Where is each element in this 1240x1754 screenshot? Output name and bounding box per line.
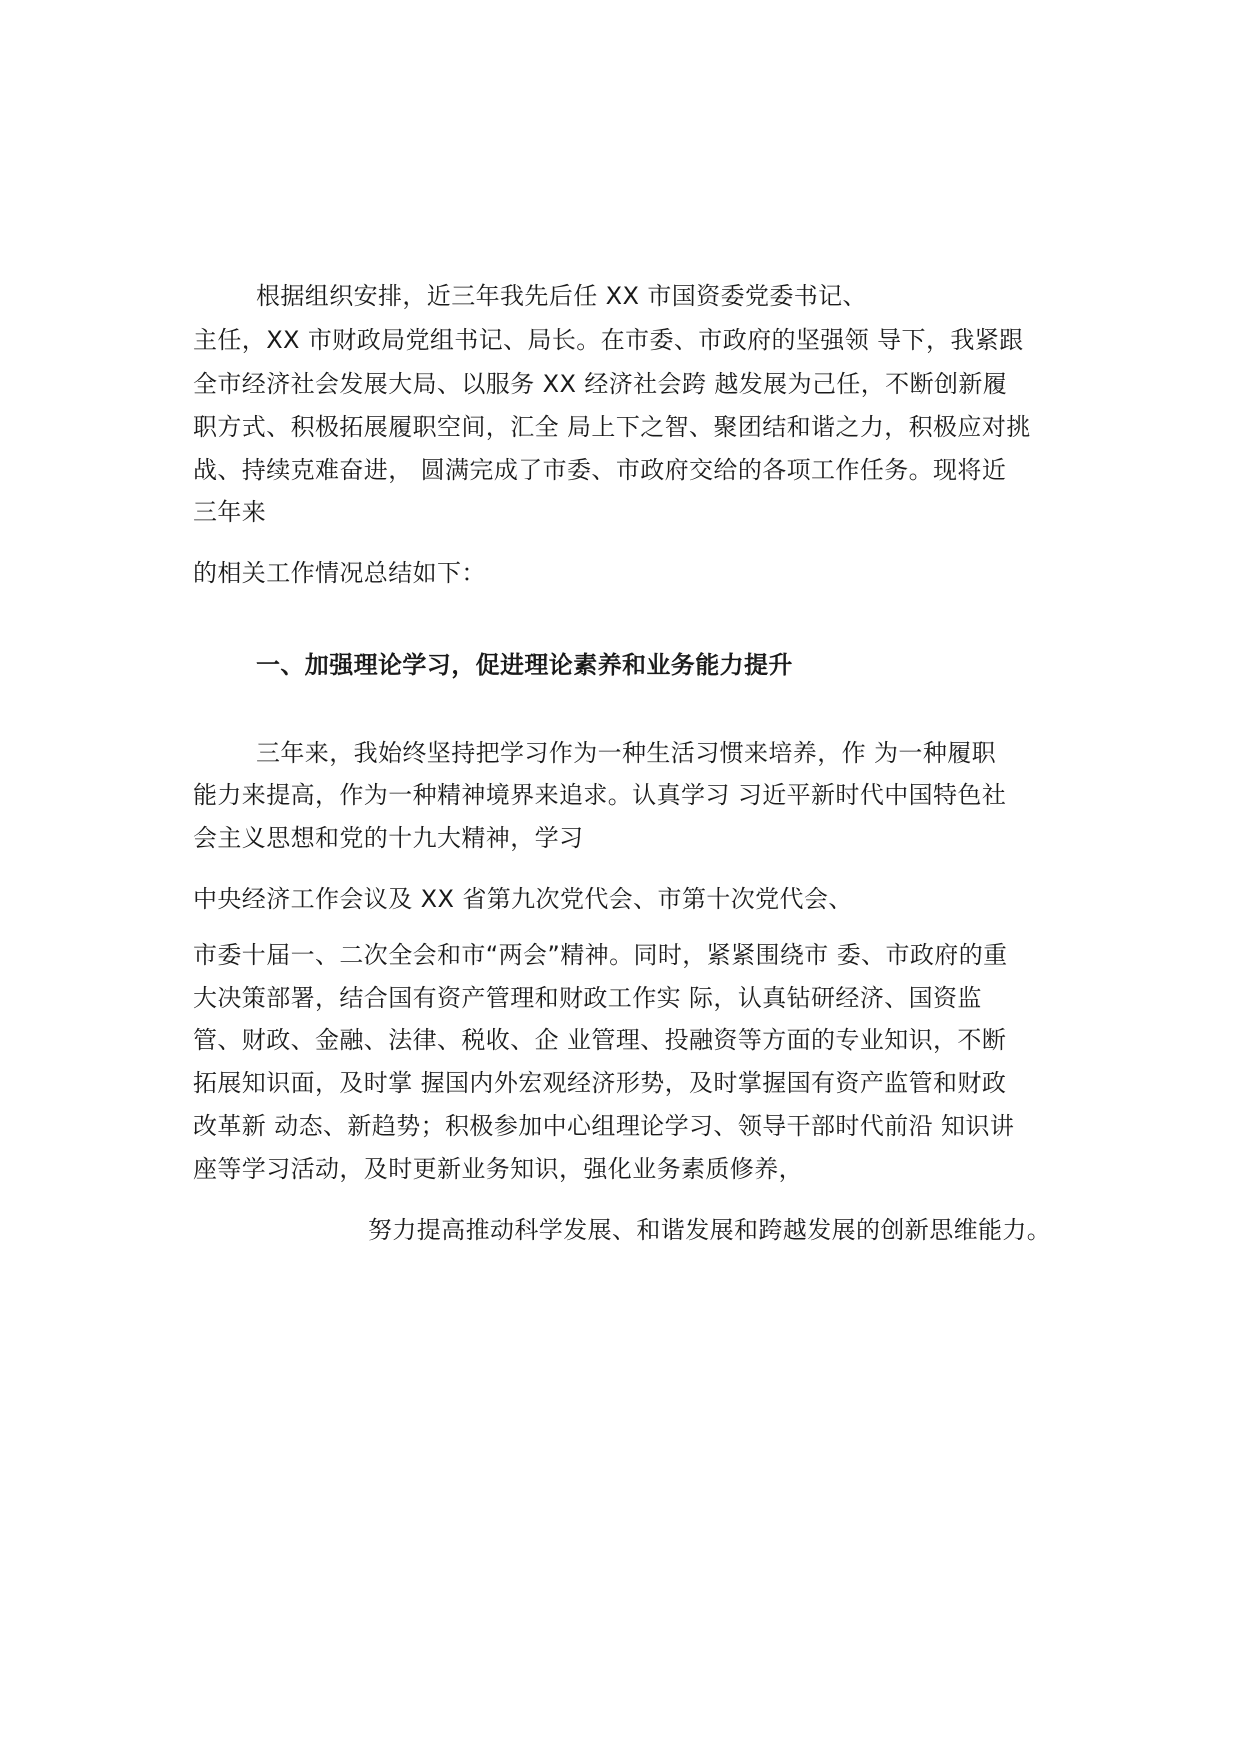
paragraph-2-line-1: 三年来，我始终坚持把学习作为一种生活习惯来培养，作 为一种履职 — [256, 739, 997, 767]
paragraph-1-line-2: 主任，XX 市财政局党组书记、局长。在市委、市政府的坚强领 导下，我紧跟 — [193, 326, 1024, 354]
paragraph-1-line-6: 三年来 — [193, 498, 267, 526]
paragraph-3-line-1: 中央经济工作会议及 XX 省第九次党代会、市第十次党代会、 — [193, 885, 853, 913]
paragraph-4-line-2: 大决策部署，结合国有资产管理和财政工作实 际，认真钻研经济、国资监 — [193, 984, 982, 1012]
paragraph-4-line-3: 管、财政、金融、法律、税收、企 业管理、投融资等方面的专业知识，不断 — [193, 1026, 1007, 1054]
paragraph-1-tail: 的相关工作情况总结如下： — [193, 559, 486, 587]
paragraph-4-line-5: 改革新 动态、新趋势；积极参加中心组理论学习、领导干部时代前沿 知识讲 — [193, 1112, 1015, 1140]
paragraph-1-line-1: 根据组织安排，近三年我先后任 XX 市国资委党委书记、 — [256, 282, 867, 310]
paragraph-4-line-1: 市委十届一、二次全会和市“两会”精神。同时，紧紧围绕市 委、市政府的重 — [193, 941, 1008, 969]
paragraph-1-line-4: 职方式、积极拓展履职空间，汇全 局上下之智、聚团结和谐之力，积极应对挑 — [193, 413, 1031, 441]
paragraph-4-line-4: 拓展知识面，及时掌 握国内外宏观经济形势，及时掌握国有资产监管和财政 — [193, 1069, 1007, 1097]
paragraph-5-line-1: 努力提高推动科学发展、和谐发展和跨越发展的创新思维能力。 — [368, 1216, 1052, 1244]
section-1-heading: 一、加强理论学习，促进理论素养和业务能力提升 — [256, 651, 793, 679]
paragraph-2-line-2: 能力来提高，作为一种精神境界来追求。认真学习 习近平新时代中国特色社 — [193, 781, 1007, 809]
paragraph-4-line-6: 座等学习活动，及时更新业务知识，强化业务素质修养， — [193, 1155, 803, 1183]
paragraph-1-line-3: 全市经济社会发展大局、以服务 XX 经济社会跨 越发展为己任，不断创新履 — [193, 370, 1008, 398]
paragraph-1-line-5: 战、持续克难奋进， 圆满完成了市委、市政府交给的各项工作任务。现将近 — [193, 456, 1007, 484]
paragraph-2-line-3: 会主义思想和党的十九大精神，学习 — [193, 824, 584, 852]
